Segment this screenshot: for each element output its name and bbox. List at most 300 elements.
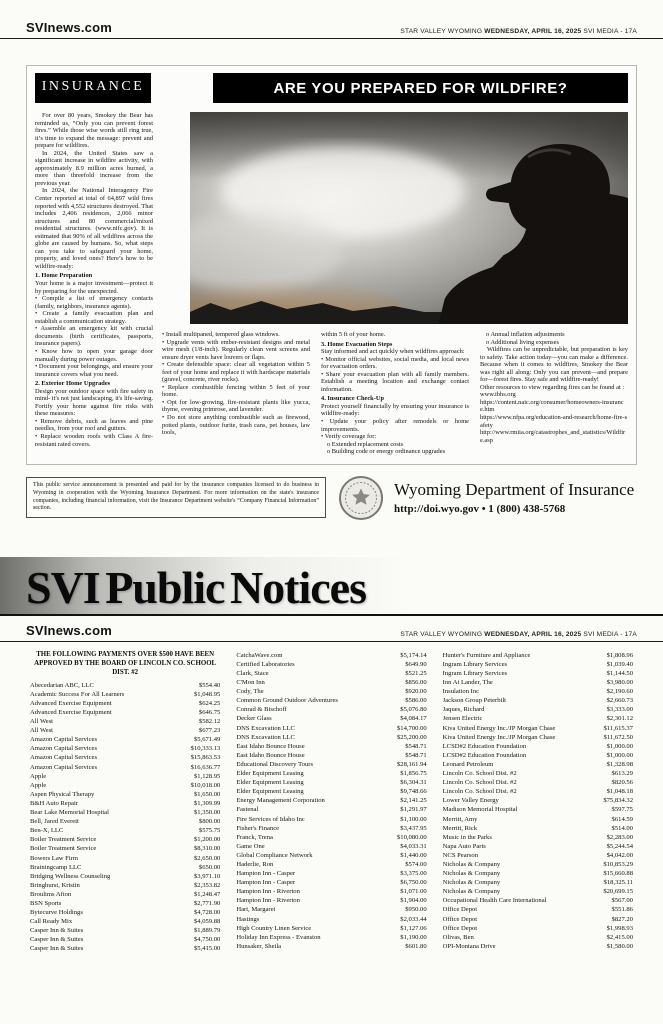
payee-name: Lincoln Co. School Dist. #2	[442, 770, 517, 778]
article-paragraph: • Share your evacuation plan with all family members. Establish a meeting location and exchange contact information.	[321, 370, 469, 393]
psa-disclaimer: This public service announcement is presented and paid for by the insurance companies licensed to do business in Wyoming in cooperation with the Wyoming Insurance Department. For more information on the state's insurance companies, including financial information, visit the Insurance Department website's “Company Financial Information” section.	[26, 477, 326, 518]
payee-name: DNS Excavation LLC	[236, 733, 295, 741]
article-paragraph: o Building code or energy ordinance upgrades	[327, 448, 446, 456]
payee-name: Ingram Library Services	[442, 660, 508, 668]
public-notices-title: SVI Public Notices	[26, 561, 366, 613]
payment-row	[30, 899, 220, 908]
article-paragraph: http://www.rmiia.org/catastrophes_and_statistics/Wildfire.asp	[480, 429, 626, 444]
payment-row	[236, 824, 426, 833]
payment-amount: $2,650.00	[193, 854, 221, 862]
article-paragraph: Other resources to view regarding fires can be found at :	[480, 383, 625, 391]
masthead-site: SVInews.com	[26, 20, 113, 35]
payment-row	[443, 678, 633, 687]
payment-amount: $2,660.73	[606, 697, 633, 705]
payee-name: Bear Lake Memorial Hospital	[30, 809, 109, 817]
ad-header	[35, 73, 628, 103]
payee-name: Apple	[30, 781, 47, 789]
dateline-date: WEDNESDAY, APRIL 16, 2025	[484, 630, 582, 638]
board-approval-heading: THE FOLLOWING PAYMENTS OVER $500 HAVE BEEN APPROVED BY THE BOARD OF LINCOLN CO. SCHOOL DIST. #2	[34, 650, 217, 676]
payment-row	[30, 872, 220, 881]
article-paragraph: https://www.nfpa.org/education-and-research/home-fire-safety	[480, 414, 628, 429]
payment-row	[443, 769, 633, 778]
payee-name: Amazon Capital Services	[30, 736, 98, 744]
payee-name: Broulims Afton	[30, 890, 72, 898]
article-paragraph: • Replace wooden roofs with Class A fire-resistant rated covers.	[35, 432, 153, 448]
payment-row	[443, 778, 633, 787]
payment-amount: $18,325.11	[603, 879, 633, 887]
payment-row	[30, 944, 220, 953]
article-paragraph: • Do not store anything combustible such as firewood, potted plants, outdoor furite, trash cans, pet houses, law tools,	[162, 414, 310, 437]
payment-amount: $2,415.00	[606, 933, 633, 941]
payee-name: LCSD#2 Education Foundation	[442, 751, 527, 759]
payee-name: Inn At Lander, The	[442, 679, 493, 687]
payee-name: Abecedarian ABC, LLC	[30, 681, 94, 689]
article-paragraph: o Annual inflation adjustments	[486, 331, 565, 338]
article-paragraph: Protect yourself financially by ensuring your insurance is wildfire-ready:	[321, 402, 469, 418]
payment-row	[30, 790, 220, 799]
masthead	[0, 0, 663, 39]
payment-amount: $575.75	[198, 827, 221, 835]
payment-amount: $4,059.88	[193, 918, 221, 926]
article-column-4	[480, 331, 628, 456]
article-body	[35, 112, 628, 456]
masthead-site: SVInews.com	[26, 622, 113, 638]
payment-row	[443, 942, 633, 951]
payment-row	[30, 935, 220, 944]
payment-amount: $1,127.06	[400, 924, 427, 932]
payment-row	[236, 815, 426, 824]
payment-row	[30, 753, 220, 762]
payment-amount: $514.00	[611, 824, 633, 832]
payment-row	[443, 687, 633, 696]
payment-row	[443, 824, 633, 833]
payee-name: Game One	[236, 842, 265, 850]
payment-amount: $4,750.00	[193, 936, 221, 944]
payment-row	[443, 669, 633, 678]
payment-amount: $5,244.54	[606, 842, 633, 850]
payment-row	[236, 778, 426, 787]
payment-row	[30, 681, 220, 690]
payment-amount: $677.23	[198, 727, 221, 735]
payee-name: Lincoln Co. School Dist. #2	[442, 779, 517, 787]
payee-name: Nicholas & Company	[442, 888, 501, 896]
article-right-area	[162, 112, 628, 456]
article-column-3	[321, 331, 469, 456]
payment-amount: $1,248.47	[193, 890, 221, 898]
payment-amount: $3,980.00	[606, 679, 633, 687]
payment-row	[236, 878, 426, 887]
article-paragraph: Wildfires can be unpredictable, but preparation is key to safety. Take action today—you can make a difference. Because when it comes to wildfires, Smokey the Bear was right all along: Only you can prevent—and prepare for—forest fires. Stay safe and wildfire-ready!	[480, 346, 628, 384]
payments-column-1	[30, 651, 220, 954]
payee-name: All West	[30, 718, 53, 726]
payment-amount: $15,660.88	[603, 870, 633, 878]
payee-name: Hampton Inn - Riverton	[236, 897, 300, 905]
payee-name: Fastenal	[236, 806, 259, 814]
article-paragraph: Design your outdoor space with fire safety in mind- it's not just landscaping, it's life-saving. Fortify your home against fire risks with these measures:	[35, 387, 153, 418]
payment-row	[236, 869, 426, 878]
article-paragraph: https://content.naic.org/consumer/homeowners-insurance.htm	[480, 398, 624, 414]
payment-row	[443, 796, 633, 805]
payee-name: Hastings	[236, 915, 260, 923]
payee-name: Casper Inn & Suites	[30, 927, 84, 935]
payee-name: Bell, Jared Everett	[30, 818, 79, 826]
payee-name: Common Ground Outdoor Adventures	[236, 697, 338, 705]
payee-name: Nicholas & Company	[442, 870, 501, 878]
payment-amount: $554.40	[198, 681, 221, 689]
payee-name: LCSD#2 Education Foundation	[442, 742, 527, 750]
payee-name: Holiday Inn Express - Evanston	[236, 933, 321, 941]
article-column-2	[162, 331, 310, 456]
payment-amount: $6,750.00	[400, 879, 427, 887]
payee-name: Occupational Health Care International	[442, 897, 547, 905]
payment-row	[236, 660, 426, 669]
payment-row	[30, 808, 220, 817]
payee-name: Napa Auto Parts	[442, 842, 486, 850]
payment-amount: $1,000.00	[606, 751, 633, 759]
payment-amount: $551.86	[611, 906, 633, 914]
payment-row	[443, 805, 633, 814]
payment-row	[443, 724, 633, 733]
payment-row	[30, 699, 220, 708]
payee-name: NCS Pearson	[442, 851, 479, 859]
payment-row	[236, 760, 426, 769]
payment-amount: $4,042.00	[606, 851, 633, 859]
article-paragraph: within 5 ft of your home.	[321, 331, 386, 338]
payee-name: Madison Memorial Hospital	[442, 806, 518, 814]
payment-amount: $920.00	[405, 688, 427, 696]
payee-name: Bridging Wellness Counseling	[30, 872, 111, 880]
payment-amount: $8,310.00	[193, 845, 221, 853]
article-paragraph: In 2024, the National Interagency Fire Center reported at total of 64,897 wild fires reported with 4,552 structures destroyed. That includes 2,406 residences, 2,066 minor structures and 80 commercial/mixed residential structures. (www.nifc.gov). It is estimated that 90% of all wildfires across the globe are caused by humans. So, what steps can you take to safeguard your home, property, and loved ones? Here’s how to be wildfire-ready:	[35, 187, 153, 270]
payment-row	[443, 869, 633, 878]
article-paragraph: • Verify coverage for:	[321, 433, 377, 441]
payment-amount: $2,141.25	[400, 797, 427, 805]
dateline-edition: SVI MEDIA - 17A	[583, 630, 637, 638]
payment-row	[236, 860, 426, 869]
payment-row	[30, 926, 220, 935]
payment-row	[443, 915, 633, 924]
payment-row	[443, 851, 633, 860]
payment-amount: $2,353.82	[193, 881, 221, 889]
payee-name: Bringhurst, Kristin	[30, 881, 80, 889]
payee-name: Elder Equipment Leasing	[236, 770, 304, 778]
payment-row	[236, 887, 426, 896]
payment-amount: $3,333.00	[606, 706, 633, 714]
payment-amount: $950.00	[405, 906, 427, 914]
payment-amount: $11,672.50	[603, 733, 633, 741]
payment-row	[236, 933, 426, 942]
payment-amount: $14,700.00	[396, 724, 427, 732]
payment-amount: $601.80	[405, 942, 427, 950]
wildfire-photo	[190, 112, 628, 324]
payee-name: Bowers Law Firm	[30, 854, 78, 862]
payee-name: Hunsaker, Sheila	[236, 942, 282, 950]
payments-list-3	[443, 651, 633, 951]
payment-row	[30, 917, 220, 926]
department-text	[394, 481, 634, 515]
payment-row	[30, 717, 220, 726]
payment-amount: $16,636.77	[190, 763, 221, 771]
payment-amount: $1,856.75	[400, 770, 427, 778]
payee-name: Office Depot	[442, 906, 478, 914]
payment-amount: $2,033.44	[400, 915, 427, 923]
payments-column-2	[236, 651, 426, 954]
dateline-date: WEDNESDAY, APRIL 16, 2025	[484, 28, 582, 35]
payment-amount: $5,415.00	[193, 945, 221, 953]
payee-name: Music in the Parks	[442, 833, 492, 841]
payment-row	[30, 726, 220, 735]
payment-amount: $10,333.13	[190, 745, 221, 753]
payment-row	[443, 842, 633, 851]
payment-amount: $5,174.14	[400, 651, 427, 659]
payment-amount: $10,018.00	[190, 781, 221, 789]
article-paragraph: • Upgrade vents with ember-resistant designs and metal wire mesh (1/8-inch). Regularly clean vent screens and ensure dryer vents have louvers or flaps.	[162, 338, 310, 361]
payment-row	[236, 924, 426, 933]
payee-name: Elder Equipment Leasing	[236, 788, 304, 796]
article-paragraph: • Create defensible space: clear all vegetation within 5 feet of your home and replace it with hardscape materials (gravel, concrete, river rocks).	[162, 361, 310, 384]
payee-name: Advanced Exercise Equipment	[30, 699, 112, 707]
dateline-edition: SVI MEDIA - 17A	[583, 28, 637, 35]
article-subheading: 1. Home Preparation	[35, 272, 93, 280]
payment-row	[236, 724, 426, 733]
payment-amount: $3,971.10	[193, 872, 221, 880]
payment-row	[236, 787, 426, 796]
payment-row	[443, 787, 633, 796]
payment-row	[236, 714, 426, 723]
ad-kicker: INSURANCE	[35, 73, 151, 103]
ad-headline: ARE YOU PREPARED FOR WILDFIRE?	[213, 73, 628, 103]
payee-name: Amazon Capital Services	[30, 745, 98, 753]
payment-row	[443, 887, 633, 896]
payment-amount: $1,650.00	[193, 790, 221, 798]
payee-name: Aspen Physical Therapy	[30, 790, 95, 798]
payment-row	[236, 942, 426, 951]
payee-name: Lincoln Co. School Dist. #2	[442, 788, 517, 796]
payments-list-2	[236, 651, 426, 951]
payment-amount: $1,328.98	[606, 760, 633, 768]
payment-row	[30, 735, 220, 744]
article-paragraph: • Know how to open your garage door manually during power outages.	[35, 347, 153, 363]
payment-row	[443, 933, 633, 942]
payment-row	[236, 696, 426, 705]
payment-row	[443, 696, 633, 705]
payment-row	[30, 835, 220, 844]
payment-row	[236, 705, 426, 714]
public-notices-banner	[0, 557, 663, 616]
payment-row	[443, 705, 633, 714]
payee-name: Jackson Group Peterbilt	[442, 697, 507, 705]
payee-name: Lower Valley Energy	[442, 797, 499, 805]
payment-amount: $1,128.95	[193, 772, 221, 780]
payment-row	[30, 890, 220, 899]
payee-name: Energy Management Corporation	[236, 797, 325, 805]
payment-amount: $1,190.00	[400, 933, 427, 941]
payee-name: Academic Success For All Learners	[30, 690, 125, 698]
payee-name: Elder Equipment Leasing	[236, 779, 304, 787]
payment-amount: $521.25	[405, 670, 427, 678]
payment-row	[30, 772, 220, 781]
payment-row	[236, 651, 426, 660]
department-contact: http://doi.wyo.gov • 1 (800) 438-5768	[394, 502, 566, 515]
payment-row	[30, 690, 220, 699]
payee-name: East Idaho Bounce House	[236, 751, 305, 759]
insurance-ad	[26, 65, 637, 465]
payment-row	[30, 708, 220, 717]
payment-amount: $800.00	[198, 818, 221, 826]
payment-row	[236, 751, 426, 760]
payee-name: Fire Services of Idaho Inc	[236, 815, 305, 823]
masthead-dateline	[400, 631, 637, 638]
payee-name: BSN Sports	[30, 899, 62, 907]
payment-amount: $614.59	[611, 815, 633, 823]
payment-amount: $650.00	[198, 863, 221, 871]
payee-name: Kiva United Energy Inc./JP Morgan Chase	[442, 724, 556, 732]
payment-row	[443, 651, 633, 660]
payee-name: Ingram Library Services	[442, 670, 508, 678]
payment-amount: $1,889.79	[193, 927, 221, 935]
payment-amount: $10,080.00	[396, 833, 427, 841]
payment-amount: $597.75	[611, 806, 633, 814]
article-paragraph: • Assemble an emergency kit with crucial documents (birth certificates, passports, insurance papers).	[35, 325, 153, 348]
payment-amount: $1,000.00	[606, 742, 633, 750]
article-paragraph: o Additional living expenses	[486, 338, 559, 346]
payment-row	[236, 669, 426, 678]
payment-amount: $586.00	[405, 697, 427, 705]
payment-row	[236, 805, 426, 814]
payment-row	[443, 815, 633, 824]
payment-row	[30, 881, 220, 890]
payment-amount: $1,048.18	[606, 788, 633, 796]
payment-row	[30, 826, 220, 835]
payee-name: Kiva United Energy Inc./JP Morgan Chase	[442, 733, 556, 741]
payment-amount: $2,301.12	[606, 715, 633, 723]
payee-name: Hampton Inn - Riverton	[236, 888, 300, 896]
payment-row	[30, 854, 220, 863]
masthead-second	[0, 616, 663, 642]
payment-row	[443, 860, 633, 869]
ad-footer	[26, 475, 637, 521]
payment-row	[443, 833, 633, 842]
payments-column-3	[443, 651, 633, 954]
payment-amount: $1,440.00	[400, 851, 427, 859]
payment-row	[443, 878, 633, 887]
payment-amount: $4,084.17	[400, 715, 427, 723]
payment-row	[30, 844, 220, 853]
article-subheading: 3. Home Evacuation Steps	[321, 340, 393, 348]
payee-name: Hunter's Furniture and Appliance	[442, 651, 531, 659]
article-subheading: 4. Insurance Check-Up	[321, 395, 385, 403]
payee-name: Amazon Capital Services	[30, 754, 98, 762]
payment-amount: $10,853.29	[603, 860, 633, 868]
payee-name: Bytecurve Holdings	[30, 909, 83, 917]
payment-amount: $856.00	[405, 679, 427, 687]
payment-amount: $3,437.95	[400, 824, 427, 832]
payment-amount: $624.25	[198, 699, 221, 707]
payee-name: High Country Linen Service	[236, 924, 312, 932]
dateline-region: STAR VALLEY WYOMING	[400, 630, 483, 638]
firefighter-silhouette-image	[190, 112, 628, 324]
payee-name: Jensen Electric	[442, 715, 483, 723]
payment-row	[30, 763, 220, 772]
payee-name: Hart, Margaret	[236, 906, 276, 914]
payee-name: Casper Inn & Suites	[30, 936, 84, 944]
payments-table	[0, 642, 663, 954]
payee-name: Jaques, Richard	[442, 706, 485, 714]
payment-row	[236, 796, 426, 805]
payment-amount: $9,748.66	[400, 788, 427, 796]
payment-amount: $3,375.00	[400, 870, 427, 878]
payment-row	[443, 660, 633, 669]
payment-row	[443, 896, 633, 905]
payment-amount: $1,071.00	[400, 888, 427, 896]
payments-list-1	[30, 681, 220, 954]
payment-amount: $613.29	[611, 770, 633, 778]
payee-name: Cody, The	[236, 688, 264, 696]
payment-amount: $1,350.00	[193, 809, 221, 817]
payment-row	[236, 915, 426, 924]
payee-name: Franck, Trena	[236, 833, 273, 841]
article-paragraph: • Replace combustible fencing within 5 feet of your home.	[162, 383, 310, 399]
department-block	[338, 475, 637, 521]
payment-amount: $548.71	[405, 751, 427, 759]
payee-name: DNS Excavation LLC	[236, 724, 295, 732]
payee-name: Insulation Inc	[442, 688, 480, 696]
payment-row	[443, 714, 633, 723]
payee-name: Apple	[30, 772, 47, 780]
article-paragraph: In 2024, the United States saw a significant increase in wildfire activity, with approximately 8.9 million acres burned, a more than threefold increase from the previous year.	[35, 149, 153, 187]
article-paragraph: Your home is a major investment—protect it by preparing for the unexpected.	[35, 280, 153, 295]
payment-amount: $1,998.93	[606, 924, 633, 932]
payment-amount: $1,580.00	[606, 942, 633, 950]
article-lower-columns	[162, 331, 628, 456]
department-name: Wyoming Department of Insurance	[394, 479, 635, 499]
payment-row	[443, 751, 633, 760]
payee-name: Clark, Stace	[236, 670, 269, 678]
payment-row	[30, 781, 220, 790]
payee-name: Educational Discovery Tours	[236, 760, 314, 768]
payee-name: Fisher's Finance	[236, 824, 280, 832]
article-paragraph: For over 80 years, Smokey the Bear has reminded us, “Only you can prevent forest fires.” While those wise words still ring true, it’s time to expand the message: prevent and prepare for wildfires.	[35, 112, 153, 150]
payment-amount: $1,291.97	[400, 806, 427, 814]
payee-name: All West	[30, 727, 53, 735]
payment-row	[443, 905, 633, 914]
payment-amount: $20,699.15	[603, 888, 633, 896]
payee-name: Amazon Capital Services	[30, 763, 98, 771]
payment-row	[443, 760, 633, 769]
payee-name: Ben-X, LLC	[30, 827, 64, 835]
payment-amount: $1,309.99	[193, 799, 221, 807]
article-paragraph: • Remove debris, such as leaves and pine needles, from your roof and gutters.	[35, 417, 153, 433]
payee-name: Nicholas & Company	[442, 879, 501, 887]
article-column-1	[35, 112, 153, 456]
payee-name: Merritt, Rick	[442, 824, 478, 832]
payment-row	[236, 833, 426, 842]
article-subheading: 2. Exterior Home Upgrades	[35, 380, 111, 388]
payment-amount: $6,304.31	[400, 779, 427, 787]
payee-name: Hampton Inn - Casper	[236, 870, 296, 878]
payment-amount: $548.71	[405, 742, 427, 750]
payee-name: Boiler Treatment Service	[30, 836, 97, 844]
payee-name: B&H Auto Repair	[30, 799, 78, 807]
payment-amount: $4,033.31	[400, 842, 427, 850]
payment-row	[236, 842, 426, 851]
article-paragraph: • Document your belongings, and ensure your insurance covers what you need.	[35, 363, 153, 378]
payee-name: Office Depot	[442, 924, 478, 932]
payment-row	[236, 769, 426, 778]
payment-row	[236, 905, 426, 914]
payee-name: Global Compliance Network	[236, 851, 313, 859]
payment-amount: $1,100.00	[400, 815, 427, 823]
